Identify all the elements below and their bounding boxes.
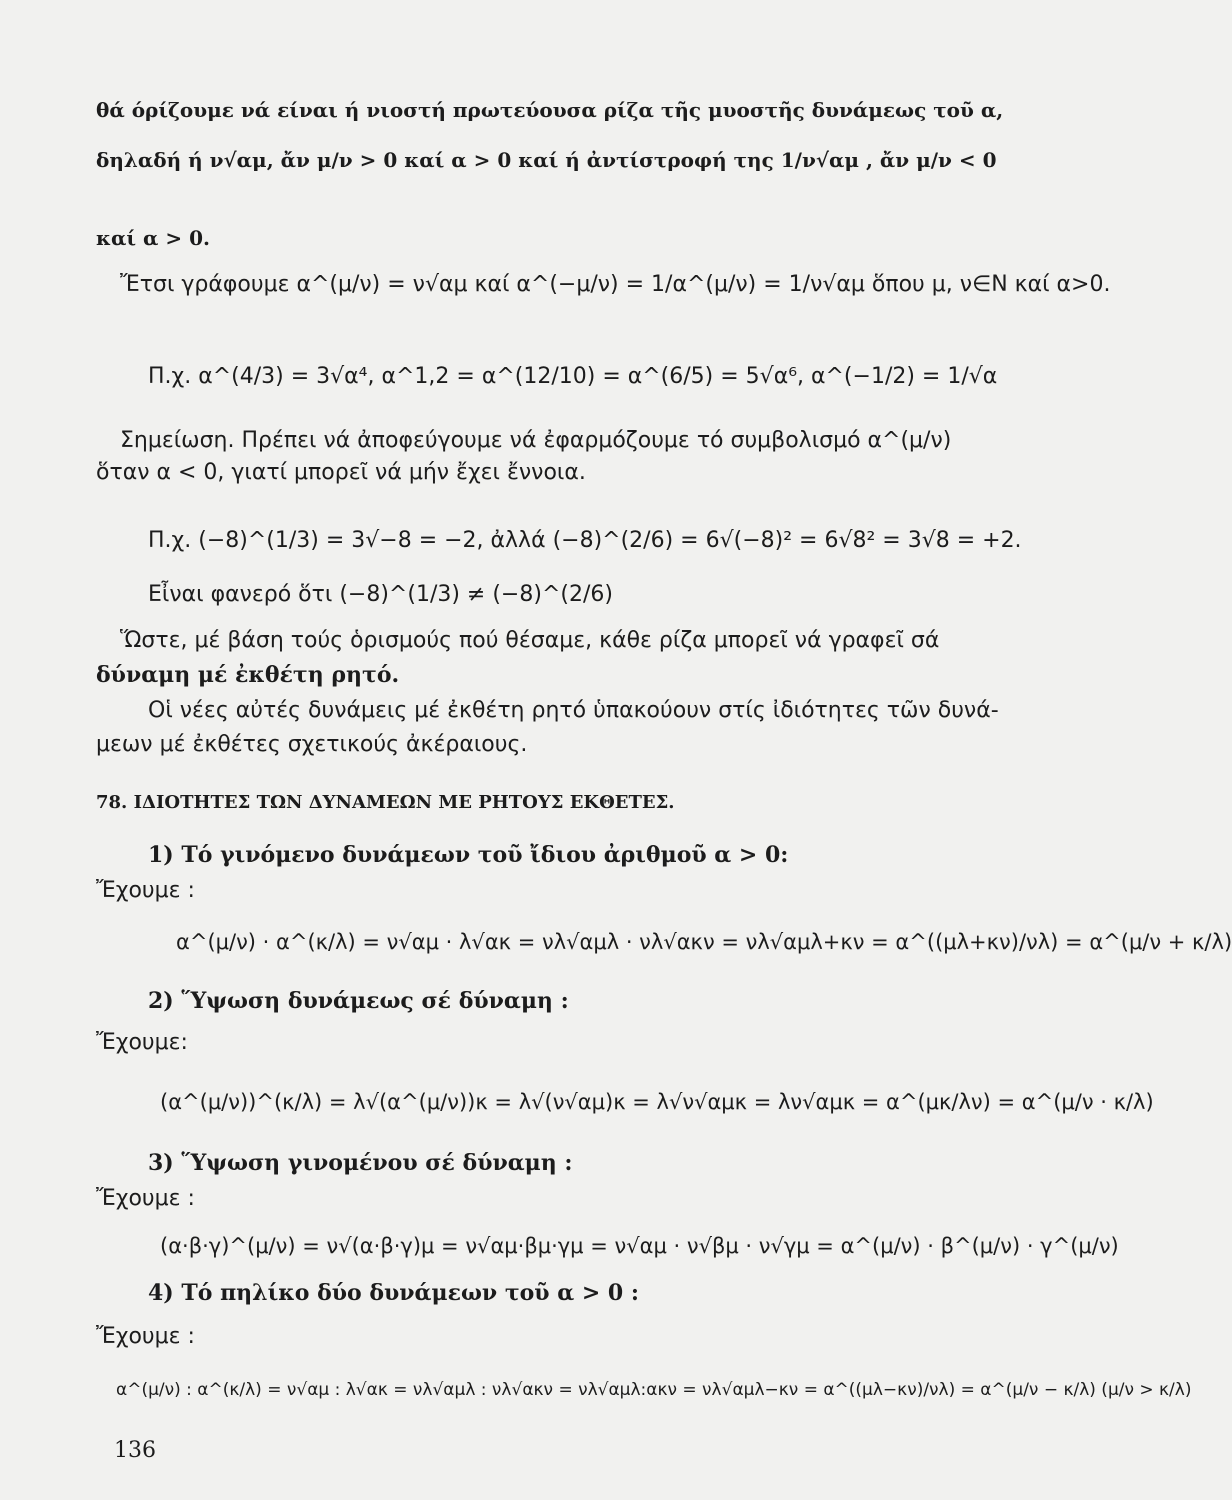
conclusion-line-3: Οἱ νέες αὐτές δυνάμεις μέ ἐκθέτη ρητό ὑπακούουν στίς ἰδιότητες τῶν δυνά-: [148, 698, 999, 723]
example-2-line-2: Εἶναι φανερό ὅτι (−8)^(1/3) ≠ (−8)^(2/6): [148, 582, 613, 607]
conclusion-line-1: Ὥστε, μέ βάση τούς ὁρισμούς πού θέσαμε, κάθε ρίζα μπορεῖ νά γραφεῖ σά: [120, 628, 940, 653]
note-line-2: ὅταν α < 0, γιατί μπορεῖ νά μήν ἔχει ἔννοια.: [96, 460, 586, 485]
intro-line-2: δηλαδή ή ν√αμ, ἄν μ/ν > 0 καί α > 0 καί ή ἀντίστροφή της 1/ν√αμ , ἄν μ/ν < 0: [96, 148, 997, 172]
property-1-heading: 1) Τό γινόμενο δυνάμεων τοῦ ἴδιου ἀριθμοῦ α > 0:: [148, 842, 789, 868]
property-1-formula: α^(μ/ν) · α^(κ/λ) = ν√αμ · λ√ακ = νλ√αμλ · νλ√ακν = νλ√αμλ+κν = α^((μλ+κν)/νλ) = α^(μ/ν + κ/λ): [176, 930, 1232, 954]
page-number: 136: [114, 1438, 156, 1463]
property-4-heading: 4) Τό πηλίκο δύο δυνάμεων τοῦ α > 0 :: [148, 1280, 639, 1306]
property-4-formula: α^(μ/ν) : α^(κ/λ) = ν√αμ : λ√ακ = νλ√αμλ : νλ√ακν = νλ√αμλ:ακν = νλ√αμλ−κν = α^((μλ−κν)/νλ) = α^(μ/ν − κ/λ) (μ/ν > κ/λ): [116, 1380, 1192, 1400]
intro-line-3: καί α > 0.: [96, 226, 210, 250]
example-1-formula: Π.χ. α^(4/3) = 3√α⁴, α^1,2 = α^(12/10) = α^(6/5) = 5√α⁶, α^(−1/2) = 1/√α: [148, 364, 998, 389]
property-3-formula: (α·β·γ)^(μ/ν) = ν√(α·β·γ)μ = ν√αμ·βμ·γμ = ν√αμ · ν√βμ · ν√γμ = α^(μ/ν) · β^(μ/ν) · γ^(μ/ν): [160, 1234, 1119, 1258]
property-2-heading: 2) Ὕψωση δυνάμεως σέ δύναμη :: [148, 988, 569, 1014]
intro-line-1: θά όρίζουμε νά είναι ή νιοστή πρωτεύουσα ρίζα τῆς μυοστῆς δυνάμεως τοῦ α,: [96, 98, 1004, 122]
property-3-heading: 3) Ὕψωση γινομένου σέ δύναμη :: [148, 1150, 573, 1176]
property-1-have: Ἔχουμε :: [96, 878, 195, 903]
section-title: 78. ΙΔΙΟΤΗΤΕΣ ΤΩΝ ΔΥΝΑΜΕΩΝ ΜΕ ΡΗΤΟΥΣ ΕΚΘΕΤΕΣ.: [96, 792, 675, 813]
conclusion-line-4: μεων μέ ἐκθέτες σχετικούς ἀκέραιους.: [96, 732, 528, 757]
note-line-1: Σημείωση. Πρέπει νά ἀποφεύγουμε νά ἐφαρμόζουμε τό συμβολισμό α^(μ/ν): [120, 428, 952, 453]
example-2-line-1: Π.χ. (−8)^(1/3) = 3√−8 = −2, ἀλλά (−8)^(2/6) = 6√(−8)² = 6√8² = 3√8 = +2.: [148, 528, 1022, 553]
definition-formula: Ἔτσι γράφουμε α^(μ/ν) = ν√αμ καί α^(−μ/ν) = 1/α^(μ/ν) = 1/ν√αμ ὅπου μ, ν∈Ν καί α>0.: [120, 272, 1111, 297]
property-2-formula: (α^(μ/ν))^(κ/λ) = λ√(α^(μ/ν))κ = λ√(ν√αμ)κ = λ√ν√αμκ = λν√αμκ = α^(μκ/λν) = α^(μ/ν · κ/λ): [160, 1090, 1154, 1114]
conclusion-line-2: δύναμη μέ ἐκθέτη ρητό.: [96, 662, 400, 688]
property-3-have: Ἔχουμε :: [96, 1186, 195, 1211]
property-2-have: Ἔχουμε:: [96, 1030, 188, 1055]
property-4-have: Ἔχουμε :: [96, 1324, 195, 1349]
